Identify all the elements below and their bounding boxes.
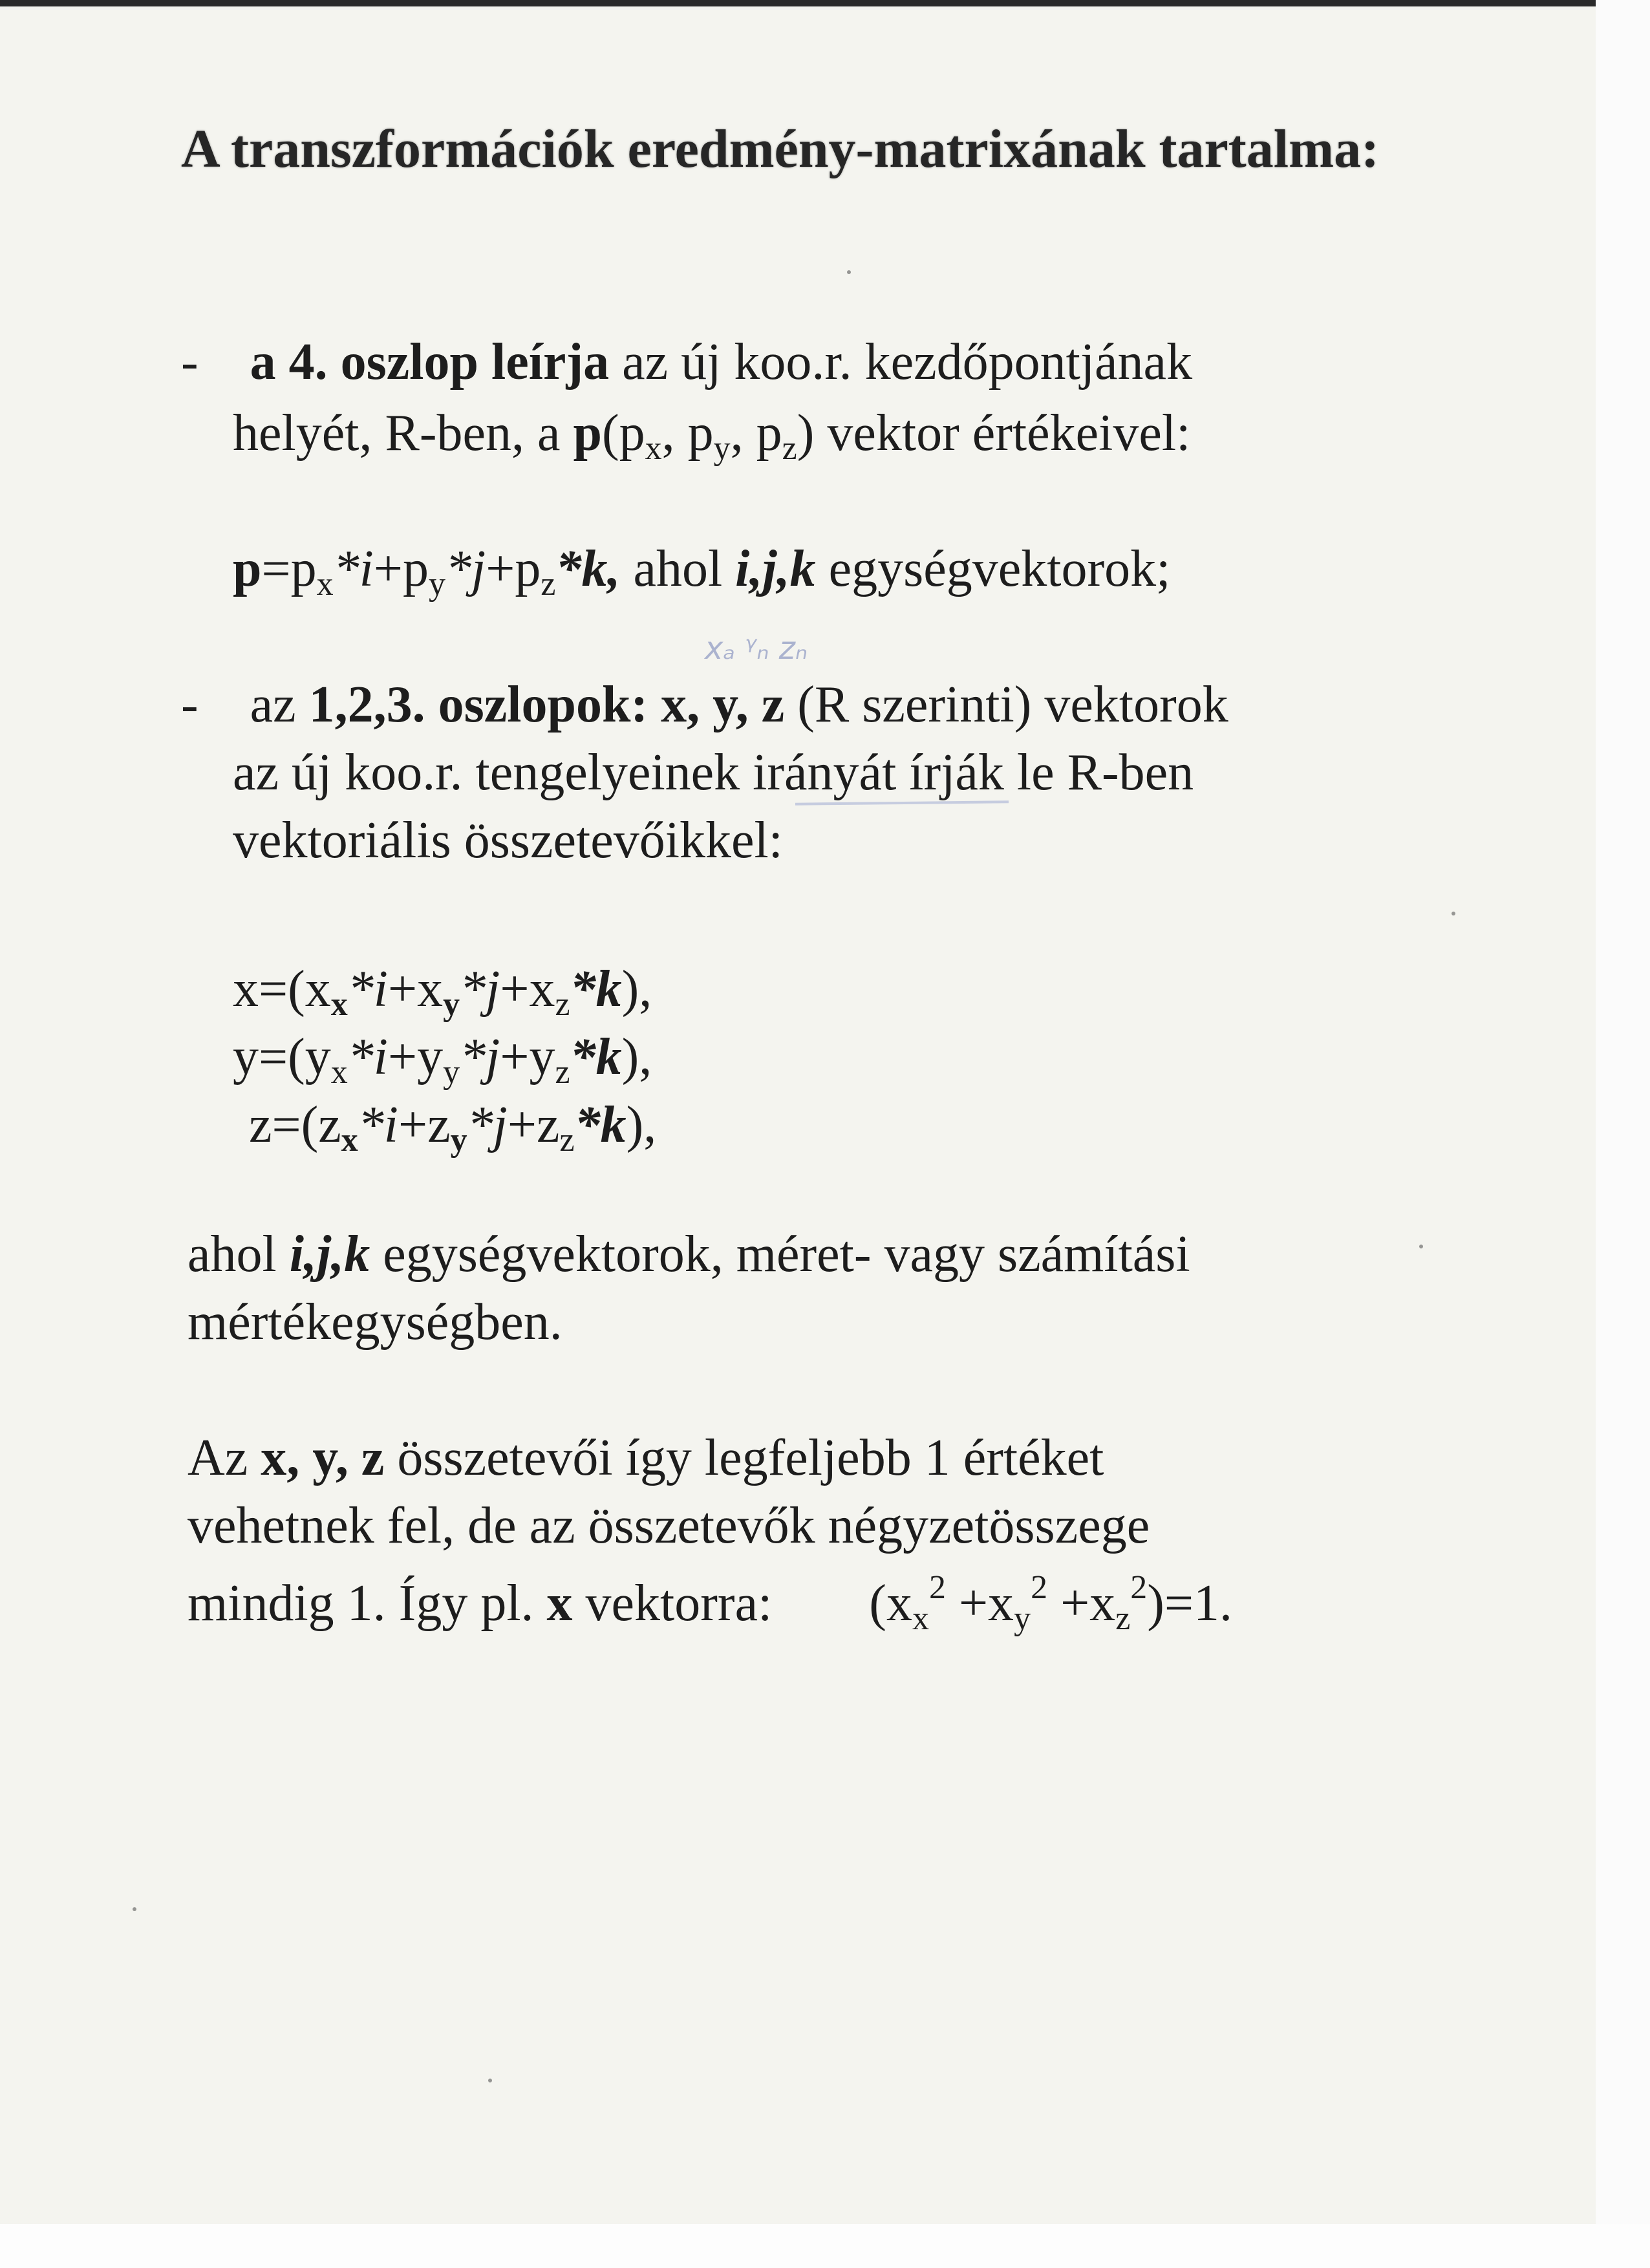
formula-y-c3: y xyxy=(529,1029,555,1086)
formula-z-k: *k xyxy=(574,1097,627,1153)
paragraph2-line3 xyxy=(188,1571,1232,1636)
formula-y-k: *k xyxy=(570,1029,622,1086)
paragraph2-line3-post: vektorra: xyxy=(572,1575,773,1632)
formula-y-c2: y xyxy=(417,1029,444,1086)
paragraph2-pre: Az xyxy=(188,1429,261,1486)
formula-z-var: z xyxy=(249,1097,272,1153)
paragraph1-line1 xyxy=(188,1222,1190,1287)
p-vector-bold: p xyxy=(573,405,602,462)
formula-z-j: *j xyxy=(467,1097,508,1153)
py-subscript: y xyxy=(713,430,731,467)
norm-eq-open: (x xyxy=(869,1575,912,1632)
formula-y-var: y xyxy=(233,1029,259,1086)
paragraph1-line2: mértékegységben. xyxy=(188,1294,562,1351)
norm-sz: z xyxy=(1115,1600,1131,1637)
item2-line3: vektoriális összetevőikkel: xyxy=(233,812,783,869)
item2-line1 xyxy=(181,672,1228,737)
paragraph2-line3-pre: mindig 1. Így pl. xyxy=(188,1575,547,1632)
item1-line2 xyxy=(233,401,1190,465)
pz-subscript: z xyxy=(782,430,797,467)
p-open: (p xyxy=(601,405,645,462)
scan-top-border xyxy=(0,0,1597,6)
formula-y-plus1: + xyxy=(388,1029,418,1086)
formula-p-j: *j xyxy=(445,540,486,597)
formula-x-j: *j xyxy=(460,961,500,1018)
formula-p-k: *k, xyxy=(555,540,621,597)
formula-p-sy: y xyxy=(428,566,445,603)
scan-speck xyxy=(847,270,851,274)
formula-x xyxy=(233,957,652,1022)
formula-p-ijk: i,j,k xyxy=(735,540,816,597)
formula-y-c1: y xyxy=(305,1029,331,1086)
norm-sup3: 2 xyxy=(1130,1569,1148,1606)
formula-z-eq: =( xyxy=(272,1097,319,1153)
formula-p-sx: x xyxy=(316,566,334,603)
formula-p xyxy=(233,537,1170,601)
formula-x-s2: y xyxy=(443,986,460,1023)
paragraph2-line2: vehetnek fel, de az összetevők négyzetösszege xyxy=(188,1497,1150,1554)
formula-p-eq: =p xyxy=(261,540,317,597)
formula-y-s2: y xyxy=(443,1054,460,1091)
item1-line2-pre: helyét, R-ben, a xyxy=(233,405,573,462)
formula-p-plus-pz: +p xyxy=(486,540,541,597)
formula-x-plus2: + xyxy=(500,961,530,1018)
item2-dash: - xyxy=(181,676,198,733)
paragraph2-bold: x, y, z xyxy=(261,1429,385,1486)
formula-y-i: *i xyxy=(347,1029,388,1086)
formula-y-j: *j xyxy=(460,1029,500,1086)
formula-x-close: ), xyxy=(621,961,652,1018)
item1-bold-lead: a 4. oszlop leírja xyxy=(250,334,610,390)
formula-z-plus2: + xyxy=(507,1097,537,1153)
formula-x-s3: z xyxy=(555,986,570,1023)
formula-z-s3: z xyxy=(559,1122,575,1159)
formula-z-i: *i xyxy=(358,1097,399,1153)
scan-speck xyxy=(1452,912,1455,915)
formula-z-plus1: + xyxy=(398,1097,428,1153)
formula-x-c3: x xyxy=(529,961,555,1018)
formula-z-s1: x xyxy=(341,1122,358,1159)
formula-z-s2: y xyxy=(450,1122,467,1159)
scan-bottom-margin xyxy=(0,2224,1650,2268)
formula-y-s3: z xyxy=(555,1054,570,1091)
formula-y-close: ), xyxy=(621,1029,652,1086)
paragraph2-post: összetevői így legfeljebb 1 értéket xyxy=(384,1429,1104,1486)
formula-p-ahol: ahol xyxy=(620,540,736,597)
paragraph2-line3-bold: x xyxy=(546,1575,573,1632)
px-subscript: x xyxy=(645,430,662,467)
item1-dash: - xyxy=(181,334,198,390)
formula-p-plus-py: +p xyxy=(373,540,429,597)
scan-right-margin xyxy=(1596,0,1650,2268)
formula-x-i: *i xyxy=(347,961,388,1018)
formula-y-eq: =( xyxy=(259,1029,305,1086)
handwritten-note: xₐ ᵞₙ zₙ xyxy=(705,630,808,667)
formula-x-plus1: + xyxy=(388,961,418,1018)
formula-x-c2: x xyxy=(417,961,444,1018)
formula-x-k: *k xyxy=(570,961,622,1018)
formula-p-sz: z xyxy=(541,566,556,603)
page-title: A transzformációk eredmény-matrixának tartalma: xyxy=(181,119,1380,179)
p-comma2: , p xyxy=(730,405,782,462)
norm-sup1: 2 xyxy=(928,1569,946,1606)
paragraph1-pre: ahol xyxy=(188,1226,290,1283)
norm-plus-xy: +x xyxy=(945,1575,1014,1632)
formula-y xyxy=(233,1025,652,1089)
item1-text: az új koo.r. kezdőpontjának xyxy=(609,334,1193,390)
scan-speck xyxy=(1419,1245,1423,1248)
paragraph1-post: egységvektorok, méret- vagy számítási xyxy=(370,1226,1190,1283)
norm-plus-xz: +x xyxy=(1047,1575,1116,1632)
item1-line1 xyxy=(181,330,1192,394)
norm-sup2: 2 xyxy=(1031,1569,1048,1606)
norm-sx: x xyxy=(912,1600,929,1637)
formula-x-s1: x xyxy=(330,986,348,1023)
formula-x-c1: x xyxy=(305,961,331,1018)
formula-y-s1: x xyxy=(330,1054,348,1091)
formula-p-i: *i xyxy=(333,540,374,597)
item1-line2-post: ) vektor értékeivel: xyxy=(797,405,1191,462)
item2-pre: az xyxy=(250,676,309,733)
formula-p-var: p xyxy=(233,540,262,597)
formula-z-c1: z xyxy=(318,1097,341,1153)
formula-x-var: x xyxy=(233,961,259,1018)
formula-p-tail: egységvektorok; xyxy=(815,540,1171,597)
formula-z xyxy=(249,1093,656,1157)
formula-y-plus2: + xyxy=(500,1029,530,1086)
scan-speck xyxy=(488,2079,492,2082)
item2-bold: 1,2,3. oszlopok: x, y, z xyxy=(308,676,785,733)
scan-speck xyxy=(133,1907,136,1911)
norm-sy: y xyxy=(1014,1600,1031,1637)
paragraph1-ijk: i,j,k xyxy=(289,1226,370,1283)
formula-x-eq: =( xyxy=(259,961,305,1018)
p-comma1: , p xyxy=(661,405,714,462)
formula-z-c3: z xyxy=(537,1097,560,1153)
formula-z-close: ), xyxy=(626,1097,657,1153)
formula-z-c2: z xyxy=(427,1097,451,1153)
paragraph2-line1 xyxy=(188,1426,1104,1490)
norm-eq-close: )=1. xyxy=(1147,1575,1233,1632)
item2-line2: az új koo.r. tengelyeinek irányát írják le R-ben xyxy=(233,744,1194,801)
item2-post: (R szerinti) vektorok xyxy=(784,676,1228,733)
